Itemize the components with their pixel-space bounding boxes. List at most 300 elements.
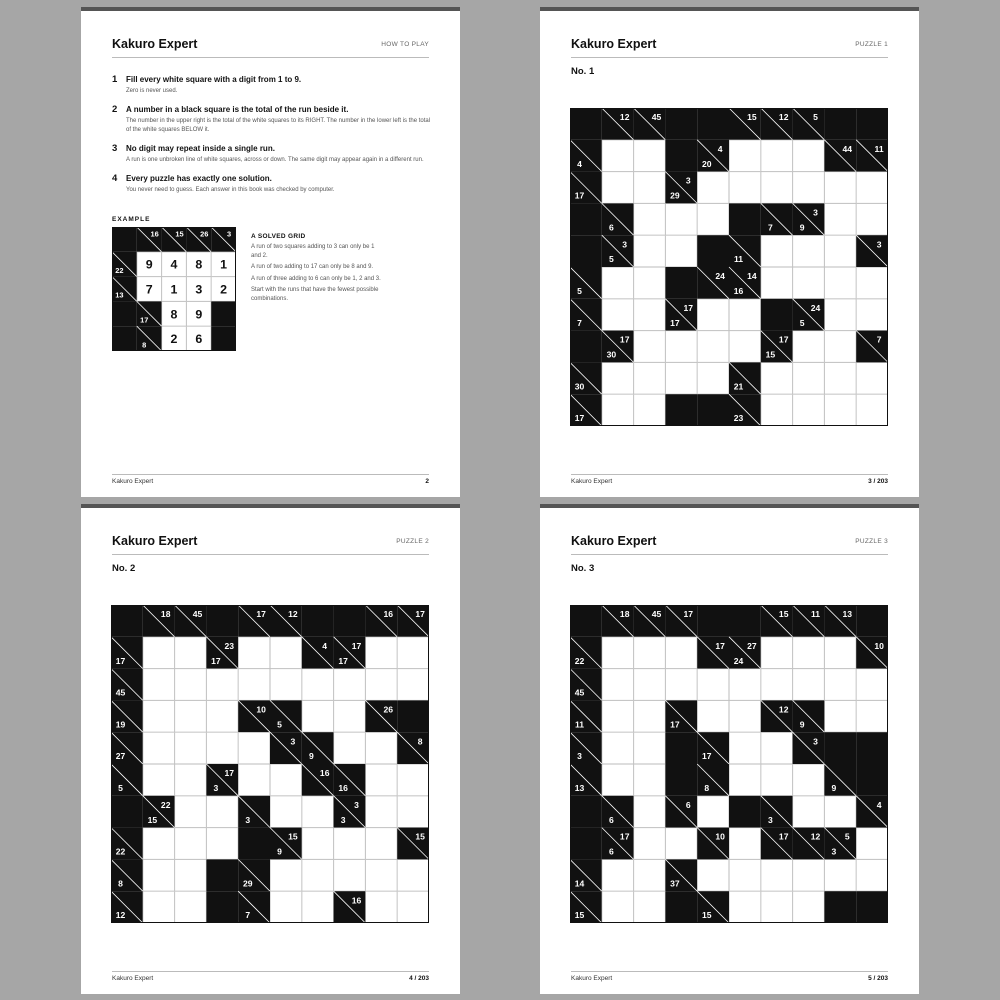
white-cell [793, 140, 824, 171]
clue-down: 29 [670, 190, 680, 201]
clue-down: 16 [338, 783, 348, 794]
clue-down: 15 [574, 910, 585, 921]
black-cell [856, 891, 888, 923]
page-tag: HOW TO PLAY [381, 41, 429, 48]
clue-across: 12 [778, 704, 789, 715]
white-cell [825, 637, 856, 668]
white-cell [207, 669, 238, 700]
white-cell [397, 637, 428, 668]
white-cell [729, 172, 760, 203]
rule-title: Fill every white square with a digit from 1 to 9. [126, 75, 302, 84]
white-cell [602, 363, 633, 394]
clue-down: 3 [213, 783, 219, 794]
clue-down: 17 [115, 655, 126, 666]
white-cell [761, 172, 792, 203]
clue-across: 16 [319, 768, 330, 779]
page-puzzle-3 [540, 504, 919, 994]
clue-across: 18 [160, 609, 171, 620]
solution-digit: 2 [220, 282, 228, 297]
clue-across: 26 [383, 704, 394, 715]
white-cell [175, 732, 206, 763]
white-cell [602, 299, 633, 330]
white-cell [825, 669, 856, 700]
rule-text: Zero is never used. [126, 88, 178, 94]
clue-down: 21 [733, 381, 744, 392]
clue-across: 4 [322, 640, 328, 651]
clue-down: 45 [115, 687, 126, 698]
clue-across: 3 [622, 239, 628, 250]
black-cell [112, 227, 137, 252]
footer-rule [571, 971, 888, 972]
clue-across: 3 [813, 736, 818, 747]
white-cell [334, 701, 365, 732]
white-cell [397, 860, 428, 891]
white-cell [825, 860, 856, 891]
rule-number: 2 [112, 104, 118, 115]
white-cell [761, 637, 792, 668]
white-cell [143, 860, 174, 891]
white-cell [793, 172, 824, 203]
clue-across: 4 [876, 799, 882, 810]
white-cell [175, 828, 206, 859]
clue-across: 16 [150, 229, 159, 239]
solution-digit: 1 [170, 282, 178, 297]
white-cell [825, 299, 856, 330]
solution-digit: 9 [195, 307, 203, 322]
white-cell [761, 235, 792, 266]
black-cell [824, 108, 856, 140]
black-cell [729, 605, 761, 637]
white-cell [270, 669, 301, 700]
white-cell [856, 701, 887, 732]
clue-across: 15 [747, 112, 757, 123]
black-cell [856, 605, 888, 637]
puzzle-grid [570, 605, 888, 923]
clue-down: 5 [608, 254, 614, 265]
rule-item [112, 74, 432, 96]
white-cell [634, 828, 665, 859]
clue-across: 12 [619, 112, 630, 123]
clue-down: 45 [574, 687, 585, 698]
clue-down: 17 [140, 315, 149, 325]
white-cell [793, 891, 824, 922]
white-cell [143, 637, 174, 668]
white-cell [856, 204, 887, 235]
white-cell [729, 732, 760, 763]
clue-across: 10 [874, 640, 884, 651]
clue-across: 17 [351, 640, 362, 651]
clue-down: 19 [115, 719, 126, 730]
white-cell [366, 796, 397, 827]
page-number: 5 / 203 [868, 975, 888, 982]
clue-across: 6 [685, 799, 691, 810]
clue-across: 8 [417, 736, 423, 747]
clue-down: 7 [245, 910, 251, 921]
white-cell [634, 860, 665, 891]
puzzle-grid [111, 605, 429, 923]
white-cell [761, 764, 792, 795]
clue-down: 11 [575, 719, 585, 730]
example-notes-title: A SOLVED GRID [251, 233, 306, 240]
clue-across: 11 [810, 609, 821, 620]
clue-down: 9 [799, 222, 805, 233]
clue-down: 4 [577, 158, 582, 169]
white-cell [175, 764, 206, 795]
example-note: Start with the runs that have the fewest possible combinations. [251, 287, 379, 302]
clue-down: 9 [277, 846, 282, 857]
white-cell [270, 891, 301, 922]
white-cell [793, 267, 824, 298]
header-rule [571, 554, 888, 555]
clue-down: 5 [118, 783, 123, 794]
puzzle-grid [570, 108, 888, 426]
white-cell [729, 701, 760, 732]
white-cell [302, 669, 333, 700]
rule-title: A number in a black square is the total of the run beside it. [126, 105, 349, 114]
white-cell [666, 828, 697, 859]
clue-across: 5 [813, 112, 818, 123]
clue-across: 16 [351, 895, 362, 906]
white-cell [761, 267, 792, 298]
white-cell [729, 299, 760, 330]
white-cell [366, 732, 397, 763]
white-cell [856, 299, 887, 330]
white-cell [697, 860, 728, 891]
white-cell [666, 204, 697, 235]
white-cell [634, 267, 665, 298]
white-cell [270, 796, 301, 827]
clue-across: 22 [160, 799, 171, 810]
rule-title: Every puzzle has exactly one solution. [126, 174, 272, 183]
clue-down: 8 [142, 340, 147, 350]
clue-across: 45 [192, 609, 203, 620]
white-cell [793, 796, 824, 827]
white-cell [238, 732, 269, 763]
white-cell [334, 732, 365, 763]
clue-across: 17 [224, 768, 235, 779]
clue-across: 14 [747, 271, 757, 282]
black-cell [211, 326, 236, 351]
white-cell [602, 267, 633, 298]
clue-down: 16 [733, 286, 744, 297]
clue-down: 3 [340, 814, 346, 825]
white-cell [729, 891, 760, 922]
clue-down: 15 [765, 349, 776, 360]
black-cell [570, 828, 602, 860]
white-cell [334, 828, 365, 859]
book-title: Kakuro Expert [571, 534, 657, 548]
clue-across: 17 [683, 302, 694, 313]
white-cell [793, 860, 824, 891]
clue-across: 45 [651, 609, 662, 620]
white-cell [175, 860, 206, 891]
page-number: 3 / 203 [868, 478, 888, 485]
header-rule [112, 57, 429, 58]
black-cell [665, 140, 697, 172]
white-cell [729, 764, 760, 795]
white-cell [634, 796, 665, 827]
white-cell [302, 796, 333, 827]
black-cell [112, 326, 137, 351]
white-cell [602, 637, 633, 668]
white-cell [729, 860, 760, 891]
clue-down: 6 [608, 846, 614, 857]
white-cell [334, 860, 365, 891]
header-rule [571, 57, 888, 58]
rule-number: 1 [112, 74, 118, 85]
black-cell [761, 299, 793, 331]
footer-title: Kakuro Expert [112, 975, 154, 982]
footer-rule [112, 474, 429, 475]
white-cell [143, 701, 174, 732]
clue-across: 4 [717, 143, 723, 154]
rule-number: 3 [112, 143, 118, 154]
footer-title: Kakuro Expert [571, 975, 613, 982]
black-cell [334, 605, 366, 637]
clue-across: 17 [715, 640, 725, 651]
clue-across: 7 [876, 334, 882, 345]
white-cell [207, 796, 238, 827]
solution-digit: 3 [195, 282, 203, 297]
rules-list [112, 74, 432, 203]
white-cell [761, 860, 792, 891]
white-cell [175, 891, 206, 922]
clue-down: 9 [308, 751, 314, 762]
clue-down: 15 [701, 910, 712, 921]
rule-title: No digit may repeat inside a single run. [126, 144, 275, 153]
white-cell [602, 669, 633, 700]
white-cell [697, 796, 728, 827]
black-cell [697, 394, 729, 426]
clue-down: 27 [115, 751, 126, 762]
page-puzzle-2 [81, 504, 460, 994]
white-cell [666, 363, 697, 394]
clue-down: 12 [115, 910, 126, 921]
example-note: A run of two squares adding to 3 can only be 1 and 2. [251, 244, 375, 259]
black-cell [665, 108, 697, 140]
white-cell [238, 669, 269, 700]
white-cell [793, 669, 824, 700]
white-cell [143, 669, 174, 700]
black-cell [697, 235, 729, 267]
page-tag: PUZZLE 2 [396, 538, 429, 545]
white-cell [793, 331, 824, 362]
white-cell [634, 732, 665, 763]
puzzle-label: No. 1 [571, 66, 595, 77]
rule-item [112, 143, 432, 165]
white-cell [602, 394, 633, 425]
black-cell [570, 331, 602, 363]
clue-down: 7 [577, 317, 582, 328]
rule-text: The number in the upper right is the total of the white squares to its RIGHT. The number in the lower left is the total of the white squares BELOW it. [126, 118, 431, 133]
clue-down: 14 [574, 878, 585, 889]
example-note: A run of two adding to 17 can only be 8 and 9. [251, 264, 374, 270]
clue-down: 17 [211, 655, 221, 666]
example-heading: EXAMPLE [112, 216, 151, 223]
white-cell [602, 140, 633, 171]
black-cell [206, 859, 238, 891]
rule-text: You never need to guess. Each answer in this book was checked by computer. [126, 187, 335, 193]
rule-text: A run is one unbroken line of white squares, across or down. The same digit may appear again in a different run. [126, 157, 424, 163]
clue-down: 17 [670, 317, 680, 328]
clue-across: 10 [256, 704, 266, 715]
white-cell [270, 764, 301, 795]
clue-across: 17 [619, 831, 630, 842]
white-cell [729, 828, 760, 859]
white-cell [697, 363, 728, 394]
white-cell [856, 363, 887, 394]
black-cell [111, 605, 143, 637]
white-cell [238, 764, 269, 795]
white-cell [238, 637, 269, 668]
white-cell [761, 732, 792, 763]
white-cell [856, 860, 887, 891]
clue-down: 17 [574, 190, 585, 201]
clue-across: 11 [874, 143, 884, 154]
white-cell [793, 764, 824, 795]
white-cell [602, 172, 633, 203]
clue-across: 23 [224, 640, 235, 651]
clue-down: 11 [734, 254, 744, 265]
white-cell [761, 669, 792, 700]
white-cell [856, 394, 887, 425]
white-cell [697, 701, 728, 732]
white-cell [334, 669, 365, 700]
clue-across: 17 [415, 609, 425, 620]
black-cell [665, 764, 697, 796]
solution-digit: 6 [195, 332, 203, 347]
white-cell [366, 637, 397, 668]
clue-down: 6 [608, 222, 614, 233]
black-cell [856, 764, 888, 796]
black-cell [856, 732, 888, 764]
clue-down: 3 [577, 751, 582, 762]
solution-digit: 8 [170, 307, 178, 322]
book-title: Kakuro Expert [571, 37, 657, 51]
white-cell [397, 796, 428, 827]
clue-across: 3 [813, 207, 818, 218]
page-how-to-play [81, 7, 460, 497]
white-cell [634, 299, 665, 330]
black-cell [111, 796, 143, 828]
white-cell [825, 796, 856, 827]
white-cell [825, 204, 856, 235]
clue-across: 26 [200, 229, 209, 239]
white-cell [697, 172, 728, 203]
white-cell [634, 204, 665, 235]
footer-rule [571, 474, 888, 475]
footer-title: Kakuro Expert [571, 478, 613, 485]
clue-down: 24 [733, 655, 744, 666]
black-cell [206, 605, 238, 637]
page-number: 2 [425, 478, 429, 485]
white-cell [366, 669, 397, 700]
clue-down: 6 [608, 814, 614, 825]
header-rule [112, 554, 429, 555]
white-cell [634, 235, 665, 266]
black-cell [824, 732, 856, 764]
black-cell [570, 235, 602, 267]
white-cell [697, 669, 728, 700]
white-cell [634, 172, 665, 203]
white-cell [175, 701, 206, 732]
clue-across: 15 [778, 609, 789, 620]
clue-across: 27 [747, 640, 757, 651]
clue-down: 17 [338, 655, 348, 666]
clue-across: 3 [354, 799, 359, 810]
white-cell [634, 140, 665, 171]
white-cell [366, 828, 397, 859]
solution-digit: 7 [145, 282, 153, 297]
black-cell [211, 301, 236, 326]
white-cell [634, 363, 665, 394]
page-number: 4 / 203 [409, 975, 429, 982]
white-cell [856, 172, 887, 203]
clue-down: 9 [799, 719, 805, 730]
white-cell [207, 732, 238, 763]
white-cell [761, 891, 792, 922]
clue-across: 18 [619, 609, 630, 620]
white-cell [634, 637, 665, 668]
clue-across: 45 [651, 112, 662, 123]
white-cell [793, 235, 824, 266]
white-cell [175, 796, 206, 827]
page-tag: PUZZLE 1 [855, 41, 888, 48]
white-cell [793, 394, 824, 425]
clue-across: 15 [288, 831, 298, 842]
white-cell [397, 891, 428, 922]
black-cell [665, 267, 697, 299]
clue-down: 5 [799, 317, 805, 328]
black-cell [729, 203, 761, 235]
white-cell [207, 701, 238, 732]
white-cell [729, 140, 760, 171]
white-cell [729, 669, 760, 700]
black-cell [238, 828, 270, 860]
clue-across: 24 [810, 302, 821, 313]
black-cell [665, 394, 697, 426]
white-cell [634, 331, 665, 362]
black-cell [697, 605, 729, 637]
white-cell [302, 891, 333, 922]
clue-across: 13 [842, 609, 853, 620]
clue-down: 15 [147, 814, 158, 825]
white-cell [270, 637, 301, 668]
example-note: A run of three adding to 6 can only be 1, 2 and 3. [251, 275, 381, 282]
clue-across: 17 [778, 334, 789, 345]
white-cell [302, 860, 333, 891]
book-title: Kakuro Expert [112, 534, 198, 548]
white-cell [634, 764, 665, 795]
white-cell [793, 363, 824, 394]
clue-across: 10 [715, 831, 725, 842]
clue-across: 44 [842, 143, 853, 154]
white-cell [697, 331, 728, 362]
white-cell [270, 860, 301, 891]
white-cell [729, 331, 760, 362]
white-cell [302, 828, 333, 859]
clue-down: 23 [733, 413, 744, 424]
rule-item [112, 173, 432, 195]
black-cell [729, 796, 761, 828]
black-cell [824, 891, 856, 923]
white-cell [634, 394, 665, 425]
clue-down: 17 [574, 413, 585, 424]
black-cell [112, 301, 137, 326]
black-cell [665, 732, 697, 764]
white-cell [825, 363, 856, 394]
white-cell [856, 828, 887, 859]
